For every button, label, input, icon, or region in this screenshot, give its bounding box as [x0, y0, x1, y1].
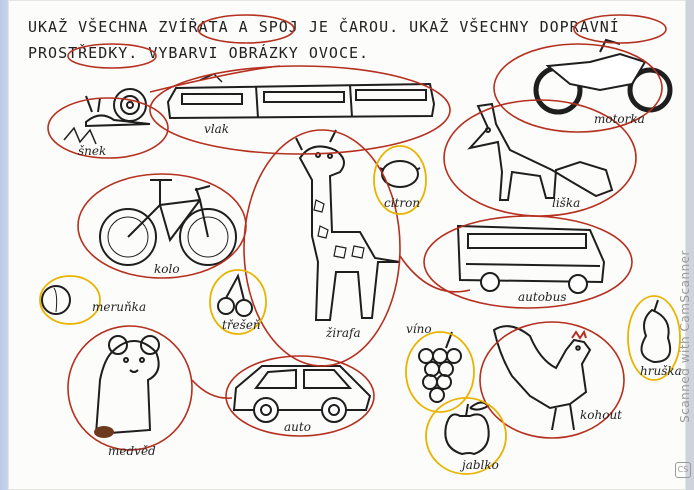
lemon-drawing [380, 161, 420, 187]
label-vino: víno [406, 322, 432, 336]
label-hruska: hruška [640, 364, 682, 378]
scanner-watermark: Scanned with CamScanner [678, 250, 692, 423]
label-zirafa: žirafa [326, 326, 361, 340]
label-jablko: jablko [462, 458, 499, 472]
label-vlak: vlak [204, 122, 230, 136]
scanner-badge-icon: CS [675, 462, 691, 478]
bicycle-drawing [100, 180, 236, 265]
giraffe-drawing [296, 130, 400, 320]
label-autobus: autobus [518, 290, 567, 304]
label-citron: citron [384, 196, 421, 210]
label-snek: šnek [78, 144, 107, 158]
grapes-drawing [419, 332, 461, 402]
rooster-drawing [494, 326, 590, 430]
label-kolo: kolo [154, 262, 180, 276]
circle-word-zvirata [198, 15, 294, 43]
circle-train [150, 66, 450, 154]
label-motorka: motorka [594, 112, 645, 126]
bear-drawing [94, 336, 159, 438]
train-drawing [168, 74, 434, 118]
worksheet-instructions: UKAŽ VŠECHNA ZVÍŘATA A SPOJ JE ČAROU. UKAŽ VŠECHNY DOPRAVNÍ PROSTŘEDKY. VYBARVI OBRÁZKY OVOCE. [28, 18, 620, 62]
circle-word-prostredky [68, 44, 156, 68]
label-liska: liška [552, 196, 581, 210]
label-auto: auto [284, 420, 311, 434]
label-medved: medvěd [108, 444, 156, 458]
pear-drawing [642, 300, 671, 362]
bus-drawing [458, 226, 604, 293]
car-drawing [234, 366, 370, 422]
label-tresen: třešeň [222, 318, 261, 332]
fox-drawing [470, 104, 612, 200]
circle-snail [48, 98, 168, 158]
apricot-drawing [42, 286, 70, 314]
label-kohout: kohout [580, 408, 622, 422]
label-merunka: meruňka [92, 300, 147, 314]
circle-word-dopravni [574, 15, 666, 43]
